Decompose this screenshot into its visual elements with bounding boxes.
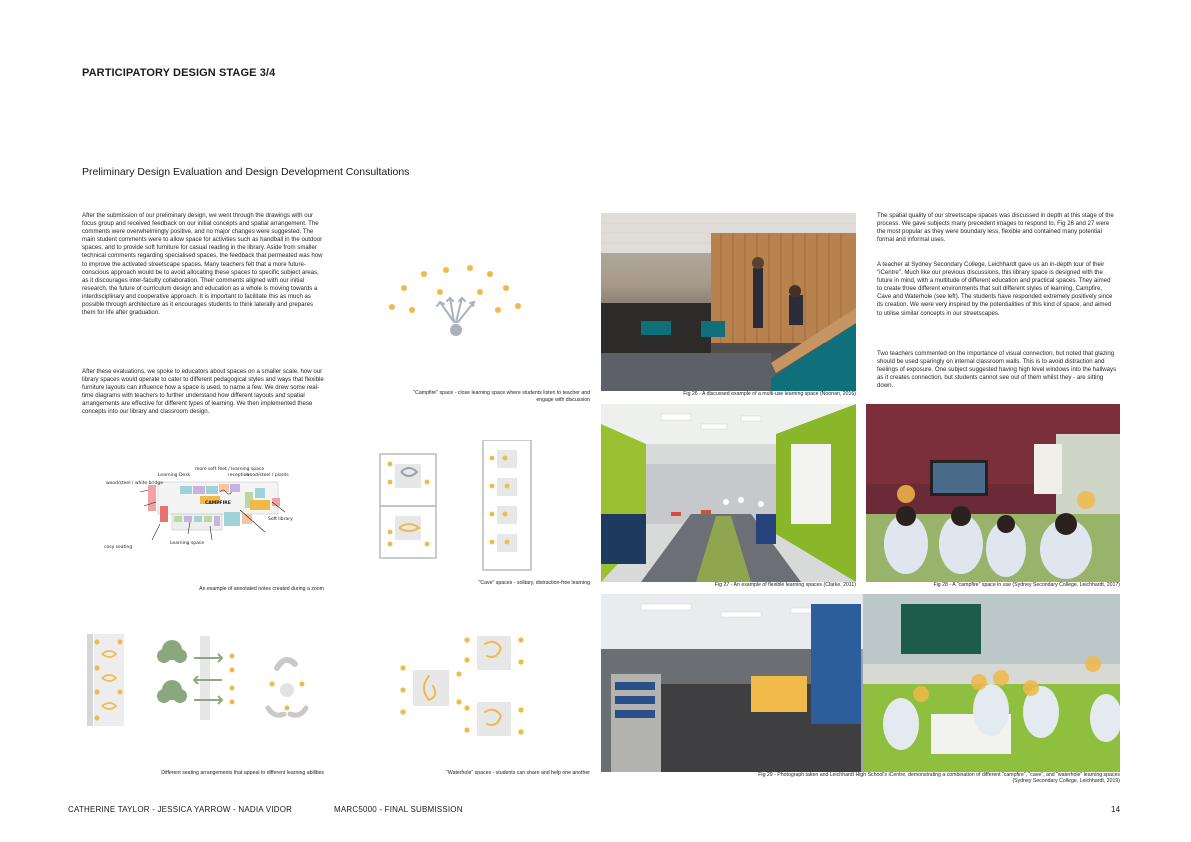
sketch-note-2: Learning Desk — [158, 473, 191, 478]
page-title: PARTICIPATORY DESIGN STAGE 3/4 — [82, 67, 276, 79]
sketch-note-5: CAMPFIRE — [205, 501, 231, 506]
seating-diagram — [82, 628, 322, 728]
footer-page-number: 14 — [1111, 805, 1121, 814]
caption-fig28: Fig 28 - A "campfire" space in use (Sydney Secondary College, Leichhardt, 2017) — [933, 582, 1120, 588]
sketch-note-4: reception — [228, 473, 250, 478]
sketch-note-9: cosy seating — [104, 545, 133, 550]
sketch-note-7: Soft library — [268, 517, 293, 522]
fig27-photo — [601, 404, 856, 582]
caption-fig26: Fig 26 - A discussed example of a multi-use learning space (Noonan, 2016) — [683, 391, 856, 397]
right-paragraph-3: Two teachers commented on the importance of visual connection, but noted that glazing should be used sparingly on internal classroom walls. This is to avoid distraction and feelings of exposure. One subject suggested having high level windows into the hallways as it creates connection, but students cannot see out of them whilst they - are sitting down. — [877, 350, 1117, 390]
caption-waterhole: "Waterhole" spaces - students can share and help one another — [446, 770, 590, 776]
sketch-note-6: wood/steel / plants — [246, 473, 289, 478]
footer-course: MARC5000 - FINAL SUBMISSION — [334, 805, 463, 814]
sketch-note-1: wood/steel / white bridge — [106, 481, 164, 486]
right-paragraph-2: A teacher at Sydney Secondary College, Leichhardt gave us an in-depth tour of their "iCentre". Much like our previous discussions, this library space is designed with the future in mind, with a multitude of different education and practical spaces. They aimed to create three different environments that suit different styles of learning, Campfire, Cave and Waterhole (see left). The students have responded extremely positively since its creation. We were very inspired by the potentialities of this kind of space, and aimed to utilise similar concepts in our streetscapes. — [877, 261, 1113, 317]
waterhole-diagram — [395, 630, 545, 748]
section-heading: Preliminary Design Evaluation and Design Development Consultations — [82, 166, 410, 178]
cave-diagram — [375, 440, 555, 572]
caption-notes: An example of annotated notes created during a zoom — [199, 586, 324, 592]
campfire-diagram — [380, 262, 530, 344]
caption-campfire: "Campfire" space - close learning space where students listen to teacher and engage with discussion — [413, 390, 590, 403]
sketch-note-8: Learning space — [170, 541, 205, 546]
caption-fig29-line2: (Sydney Secondary College, Leichhardt, 2019) — [1012, 778, 1120, 784]
fig26-photo — [601, 213, 856, 391]
left-paragraph-2: After these evaluations, we spoke to educators about spaces on a smaller scale, how our library spaces would operate to cater to different pedagogical styles and ways that flexible furniture layouts can influence how a space is used, to name a few. We drew some real-time diagrams with teachers to further understand how different layouts and spatial arrangements are effective for different types of learning. We then implemented these concepts into our library and classroom design. — [82, 368, 324, 416]
caption-cave: "Cave" spaces - solitary, distraction-free learning — [478, 580, 590, 586]
fig28-photo — [866, 404, 1120, 582]
left-paragraph-1: After the submission of our preliminary design, we went through the drawings with our focus group and received feedback on our initial concepts and spatial arrangement. The comments were overwhelmingly positive, and no major changes were suggested. The main student comments were to allow space for activities such as handball in the outdoor spaces, and to provide soft furniture for casual reading in the library. Aside from smaller technical comments regarding specialised spaces, the feedback that permeated was how to improve the activated streetscape spaces. Many teachers felt that a more future-conscious approach would be to avoid allocating these spaces to specific subject areas, as it discourages inter-faculty collaboration. Their comments aligned with our initial research, the future of curriculum design and education as a whole is moving towards a interdisciplinary and cooperative approach. It is important to facilitate this as much as possible through architecture as it encourages students to think laterally and prepares them for life after graduation. — [82, 212, 323, 317]
fig29-photo — [601, 594, 1120, 772]
footer-authors: CATHERINE TAYLOR - JESSICA YARROW - NADIA VIDOR — [68, 805, 293, 814]
sketch-note-3: more soft feet / learning space — [195, 467, 265, 472]
caption-seating: Different seating arrangements that appeal to different learning abilities — [161, 770, 324, 776]
caption-fig27: Fig 27 - An example of flexible learning spaces (Clarke, 2011) — [714, 582, 856, 588]
caption-fig29-line1: Fig 29 - Photograph taken and Leichhardt High School's iCentre, demonstrating a combination of different "campfire", "cave", and "waterhole" learning spaces — [758, 772, 1120, 778]
annotated-notes-sketch — [100, 462, 325, 584]
right-paragraph-1: The spatial quality of our streetscape spaces was discussed in depth at this stage of the process. We gave subjects many precedent images to respond to, Fig 26 and 27 were the most popular as they were boundary less, flexible and contained many potential formal and informal uses. — [877, 212, 1114, 244]
